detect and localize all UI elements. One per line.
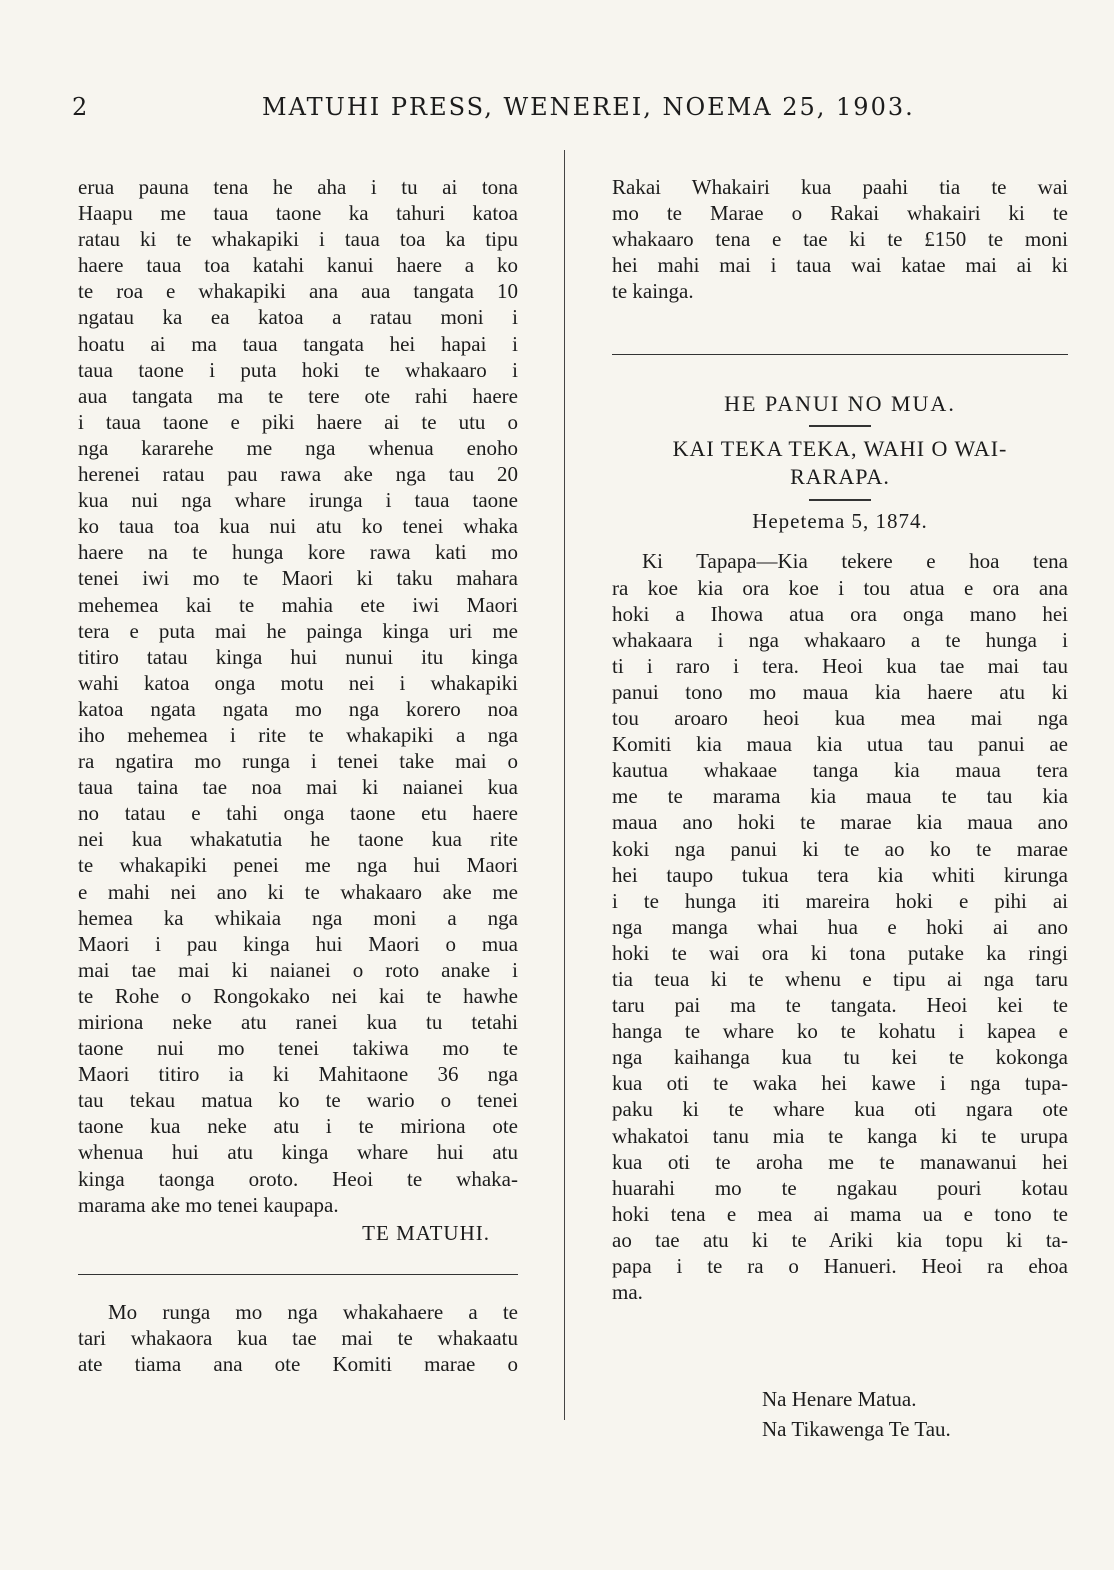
text-line: paku ki te whare kua oti ngara ote xyxy=(612,1097,1068,1122)
text-line: nga manga whai hua e hoki ai ano xyxy=(612,914,1068,939)
text-line: Komiti kia maua kia utua tau panui ae xyxy=(612,732,1068,757)
text-line: miriona neke atu ranei kua tu tetahi xyxy=(78,1010,518,1034)
notice-body xyxy=(78,1299,518,1377)
text-line: iho mehemea i rite te whakapiki a nga xyxy=(78,722,518,747)
page-number: 2 xyxy=(72,93,88,121)
text-line: no tatau e tahi onga taone etu haere xyxy=(78,801,518,826)
text-line: marama ake mo tenei kaupapa. xyxy=(78,1192,339,1217)
text-line: te Rohe o Rongokako nei kai te hawhe xyxy=(78,983,518,1008)
text-line: Rakai Whakairi kua paahi tia te wai xyxy=(612,175,1068,199)
title-dash xyxy=(809,425,871,427)
text-line: huarahi mo te ngakau pouri kotau xyxy=(612,1175,1068,1200)
article-body xyxy=(78,174,518,1218)
text-line: hoki tena e mea ai mama ua e tono te xyxy=(612,1201,1068,1226)
text-line: ma. xyxy=(612,1280,643,1305)
column-divider xyxy=(564,150,565,1420)
continued-article xyxy=(612,174,1068,304)
text-line: i taua taone e piki haere ai te utu o xyxy=(78,409,518,434)
text-line: Maori titiro ia ki Mahitaone 36 nga xyxy=(78,1062,518,1087)
text-line: tau tekau matua ko te wario o tenei xyxy=(78,1088,518,1113)
signature: TE MATUHI. xyxy=(362,1220,490,1245)
section-rule xyxy=(78,1274,518,1275)
text-line: Maori i pau kinga hui Maori o mua xyxy=(78,931,518,956)
text-line: whenua hui atu kinga whare hui atu xyxy=(78,1140,518,1165)
text-line: aua tangata ma te tere ote rahi haere xyxy=(78,383,518,408)
text-line: kautua whakaae tanga kia maua tera xyxy=(612,758,1068,783)
text-line: ao tae atu ki te Ariki kia topu ki ta- xyxy=(612,1227,1068,1252)
place-heading-line2: RARAPA. xyxy=(790,464,890,490)
text-line: me te marama kia maua te tau kia xyxy=(612,784,1068,809)
text-line: tou aroaro heoi kua mea mai nga xyxy=(612,706,1068,731)
text-line: taone nui mo tenei takiwa mo te xyxy=(78,1036,518,1061)
text-line: tari whakaora kua tae mai te whakaatu xyxy=(78,1325,518,1350)
text-line: haere na te hunga kore rawa kati mo xyxy=(78,540,518,565)
text-line: e mahi nei ano ki te whakaaro ake me xyxy=(78,879,518,904)
letter-body xyxy=(612,548,1068,1305)
dateline: Hepetema 5, 1874. xyxy=(752,509,928,534)
text-line: kua oti te waka hei kawe i nga tupa- xyxy=(612,1071,1068,1096)
text-line: ate tiama ana ote Komiti marae o xyxy=(78,1351,518,1376)
text-line: maua ano hoki te marae kia maua ano xyxy=(612,810,1068,835)
text-line: taua taone i puta hoki te whakaaro i xyxy=(78,357,518,382)
text-line: wahi katoa onga motu nei i whakapiki xyxy=(78,670,518,695)
signers-block xyxy=(762,1384,951,1444)
masthead: MATUHI PRESS, WENEREI, NOEMA 25, 1903. xyxy=(262,93,915,121)
text-line: te roa e whakapiki ana aua tangata 10 xyxy=(78,279,518,304)
text-line: whakaaro tena e tae ki te £150 te moni xyxy=(612,227,1068,252)
text-line: taru pai ma te tangata. Heoi kei te xyxy=(612,993,1068,1018)
signer-name: Na Henare Matua. xyxy=(762,1387,917,1411)
text-line: te whakapiki penei me nga hui Maori xyxy=(78,853,518,878)
place-heading-line1: KAI TEKA TEKA, WAHI O WAI- xyxy=(672,436,1008,462)
text-line: nga kaihanga kua tu kei te kokonga xyxy=(612,1045,1068,1070)
text-line: mai tae mai ki naianei o roto anake i xyxy=(78,957,518,982)
text-line: hanga te whare ko te kohatu i kapea e xyxy=(612,1019,1068,1044)
text-line: te kainga. xyxy=(612,279,694,304)
text-line: ra koe kia ora koe i tou atua e ora ana xyxy=(612,575,1068,600)
text-line: Ki Tapapa—Kia tekere e hoa tena xyxy=(642,549,1068,574)
text-line: Haapu me taua taone ka tahuri katoa xyxy=(78,201,518,226)
text-line: mehemea kai te mahia ete iwi Maori xyxy=(78,592,518,617)
text-line: panui tono mo maua kia haere atu ki xyxy=(612,679,1068,704)
text-line: ko taua toa kua nui atu ko tenei whaka xyxy=(78,514,518,539)
heading-dash xyxy=(809,499,871,501)
text-line: koki nga panui ki te ao ko te marae xyxy=(612,836,1068,861)
text-line: hoki a Ihowa atua ora onga mano hei xyxy=(612,601,1068,626)
text-line: hoatu ai ma taua tangata hei hapai i xyxy=(78,331,518,356)
text-line: ra ngatira mo runga i tenei take mai o xyxy=(78,749,518,774)
text-line: hemea ka whikaia nga moni a nga xyxy=(78,905,518,930)
right-column xyxy=(612,174,1068,1305)
left-column xyxy=(78,174,518,1377)
text-line: whakatoi tanu mia te kanga ki te urupa xyxy=(612,1123,1068,1148)
text-line: whakaara i nga whakaaro a te hunga i xyxy=(612,627,1068,652)
text-line: kua nui nga whare irunga i taua taone xyxy=(78,488,518,513)
text-line: hei mahi mai i taua wai katae mai ai ki xyxy=(612,253,1068,278)
text-line: kinga taonga oroto. Heoi te whaka- xyxy=(78,1166,518,1191)
text-line: hei taupo tukua tera kia whiti kirunga xyxy=(612,862,1068,887)
text-line: kua oti te aroha me te manawanui hei xyxy=(612,1149,1068,1174)
text-line: nei kua whakatutia he taone kua rite xyxy=(78,827,518,852)
text-line: ratau ki te whakapiki i taua toa ka tipu xyxy=(78,227,518,252)
text-line: taone kua neke atu i te miriona ote xyxy=(78,1114,518,1139)
text-line: erua pauna tena he aha i tu ai tona xyxy=(78,175,518,199)
text-line: haere taua toa katahi kanui haere a ko xyxy=(78,253,518,278)
text-line: tera e puta mai he painga kinga uri me xyxy=(78,618,518,643)
text-line: tia teua ki te whenu e tipu ai nga taru xyxy=(612,966,1068,991)
text-line: ti i raro i tera. Heoi kua tae mai tau xyxy=(612,653,1068,678)
text-line: mo te Marae o Rakai whakairi ki te xyxy=(612,201,1068,226)
text-line: hoki te wai ora ki tona putake ka ringi xyxy=(612,940,1068,965)
text-line: katoa ngata ngata mo nga korero noa xyxy=(78,696,518,721)
text-line: Mo runga mo nga whakahaere a te xyxy=(108,1299,518,1324)
text-line: nga kararehe me nga whenua enoho xyxy=(78,435,518,460)
text-line: tenei iwi mo te Maori ki taku mahara xyxy=(78,566,518,591)
signer-name: Na Tikawenga Te Tau. xyxy=(762,1417,951,1441)
text-line: taua taina tae noa mai ki naianei kua xyxy=(78,775,518,800)
notice-title: HE PANUI NO MUA. xyxy=(724,391,956,417)
text-line: ngatau ka ea katoa a ratau moni i xyxy=(78,305,518,330)
page-header xyxy=(72,93,1032,133)
text-line: papa i te ra o Hanueri. Heoi ra ehoa xyxy=(612,1254,1068,1278)
text-line: i te hunga iti mareira hoki e pihi ai xyxy=(612,888,1068,913)
text-line: titiro tatau kinga hui nunui itu kinga xyxy=(78,644,518,669)
text-line: herenei ratau pau rawa ake nga tau 20 xyxy=(78,462,518,487)
section-rule-right xyxy=(612,354,1068,355)
